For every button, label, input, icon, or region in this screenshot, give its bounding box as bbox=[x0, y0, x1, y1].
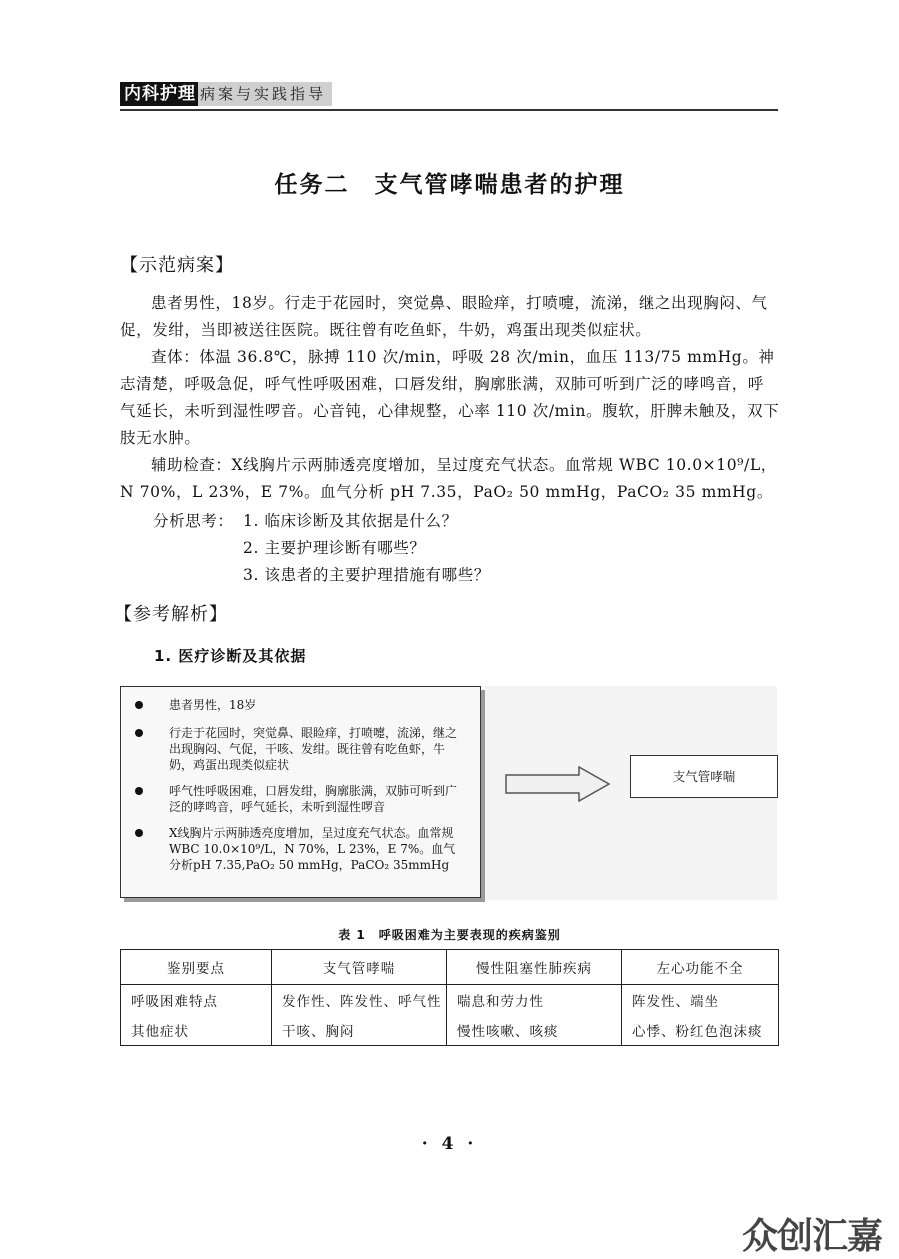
evidence-box bbox=[120, 686, 481, 898]
case-paragraph: 查体：体温 36.8℃，脉搏 110 次/min，呼吸 28 次/min，血压 113/75 mmHg。神志清楚，呼吸急促，呼气性呼吸困难，口唇发绀，胸廓胀满，双肺可听到广泛的哮鸣音，呼气延长，未听到湿性啰音。心音钝，心律规整，心率 110 次/min。腹软，肝脾未触及，双下肢无水肿。 bbox=[120, 348, 780, 447]
table-caption: 表 1 呼吸困难为主要表现的疾病鉴别 bbox=[338, 928, 561, 942]
table-cell: 其他症状 bbox=[121, 1015, 272, 1046]
evidence-item: 呼气性呼吸困难，口唇发绀，胸廓胀满，双肺可听到广泛的哮鸣音，呼气延长，未听到湿性啰音 bbox=[135, 783, 465, 815]
table-cell: 干咳、胸闷 bbox=[272, 1015, 447, 1046]
bullet-icon bbox=[135, 787, 143, 795]
table-cell: 喘息和劳力性 bbox=[447, 985, 622, 1016]
table-header: 左心功能不全 bbox=[622, 950, 779, 985]
bullet-icon bbox=[135, 701, 143, 709]
case-paragraphs bbox=[120, 290, 780, 506]
questions-label: 分析思考： bbox=[153, 512, 234, 530]
table-cell: 呼吸困难特点 bbox=[131, 994, 218, 1010]
evidence-item: 患者男性，18岁 bbox=[135, 697, 465, 713]
differential-table bbox=[120, 949, 779, 1046]
table-header: 慢性阻塞性肺疾病 bbox=[447, 950, 622, 985]
question-item: 1. 临床诊断及其依据是什么？ bbox=[243, 512, 458, 530]
table-header: 支气管哮喘 bbox=[272, 950, 447, 985]
table-header-row bbox=[121, 950, 779, 985]
table-row bbox=[121, 1015, 779, 1046]
table-cell: 慢性咳嗽、咳痰 bbox=[447, 1015, 622, 1046]
bullet-icon bbox=[135, 729, 143, 737]
page-number: · 4 · bbox=[421, 1134, 478, 1154]
table-row bbox=[121, 985, 779, 1016]
analysis-heading: 【参考解析】 bbox=[114, 604, 228, 625]
evidence-item: 行走于花园时，突觉鼻、眼睑痒，打喷嚏，流涕，继之出现胸闷、气促，干咳、发绀。既往曾有吃鱼虾，牛奶，鸡蛋出现类似症状 bbox=[135, 725, 465, 773]
table-cell: 发作性、阵发性、呼气性 bbox=[272, 985, 447, 1016]
table-cell: 阵发性、端坐 bbox=[622, 985, 779, 1016]
bullet-icon bbox=[135, 829, 143, 837]
watermark: 众创汇嘉 bbox=[742, 1216, 883, 1257]
header-rule bbox=[120, 109, 778, 111]
book-title-rest: 病案与实践指导 bbox=[198, 82, 332, 106]
table-header: 鉴别要点 bbox=[121, 950, 272, 985]
case-paragraph: 辅助检查：X线胸片示两肺透亮度增加，呈过度充气状态。血常规 WBC 10.0×10⁹/L，N 70%，L 23%，E 7%。血气分析 pH 7.35，PaO₂ 50 mmHg，PaCO₂ 35 mmHg。 bbox=[120, 456, 777, 501]
question-item: 3. 该患者的主要护理措施有哪些？ bbox=[243, 566, 490, 584]
case-paragraph: 患者男性，18岁。行走于花园时，突觉鼻、眼睑痒，打喷嚏，流涕，继之出现胸闷、气促，发绀，当即被送往医院。既往曾有吃鱼虾，牛奶，鸡蛋出现类似症状。 bbox=[120, 294, 768, 339]
analysis-subheading: 1. 医疗诊断及其依据 bbox=[154, 647, 307, 665]
right-arrow-icon bbox=[505, 766, 611, 802]
case-heading: 【示范病案】 bbox=[120, 255, 234, 276]
diagnosis-box: 支气管哮喘 bbox=[630, 755, 778, 798]
page-title: 任务二 支气管哮喘患者的护理 bbox=[274, 172, 625, 198]
evidence-item: X线胸片示两肺透亮度增加，呈过度充气状态。血常规WBC 10.0×10⁹/L，N 70%，L 23%，E 7%。血气分析pH 7.35,PaO₂ 50 mmHg，PaCO₂ 35mmHg bbox=[135, 825, 465, 873]
question-item: 2. 主要护理诊断有哪些？ bbox=[243, 539, 426, 557]
book-title-bold: 内科护理 bbox=[120, 82, 200, 106]
table-cell: 心悸、粉红色泡沫痰 bbox=[622, 1015, 779, 1046]
